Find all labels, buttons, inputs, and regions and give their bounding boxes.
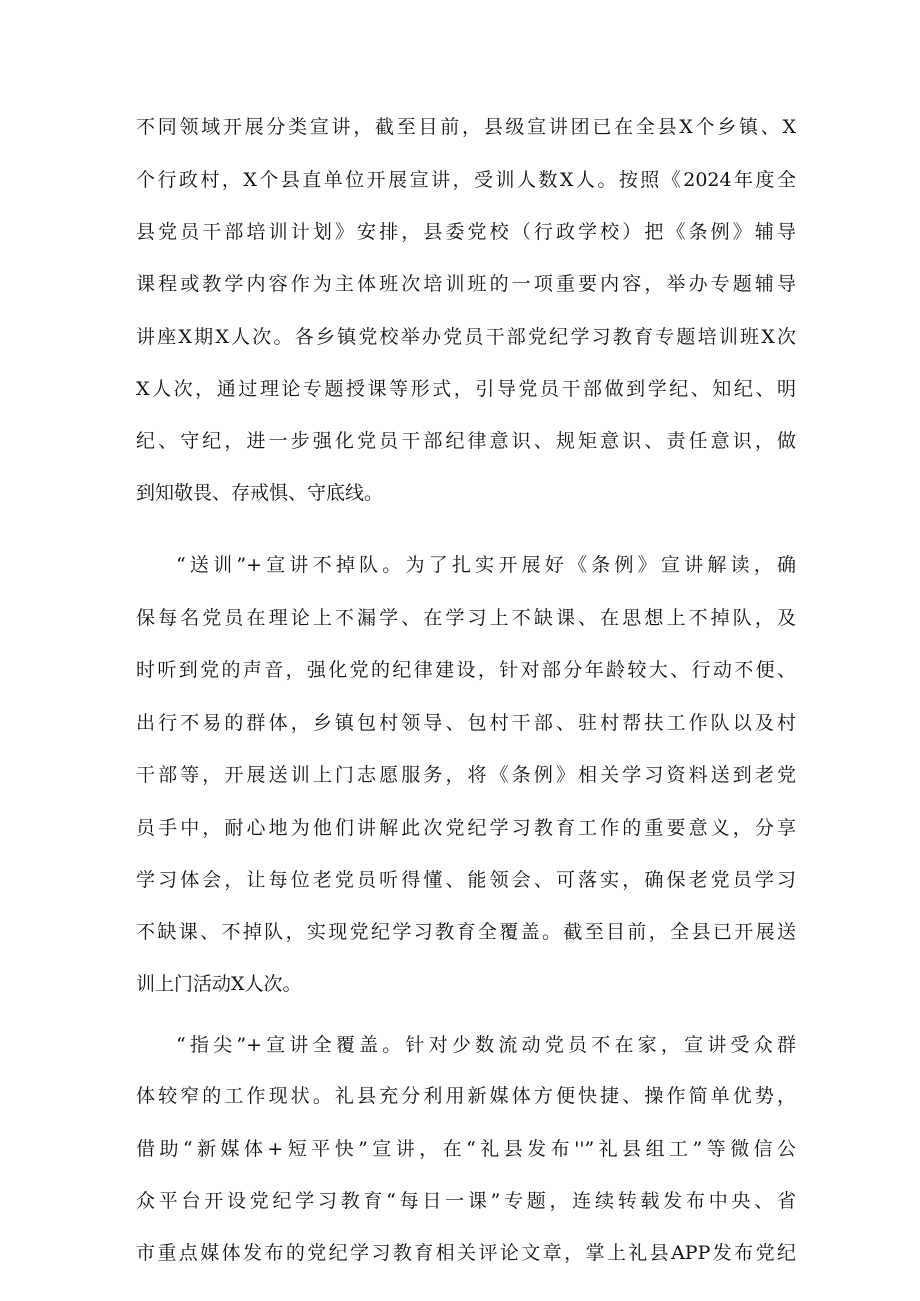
paragraph-1-line-4: 课程或教学内容作为主体班次培训班的一项重要内容，举办专题辅导 [136,273,796,295]
paragraph-2-line-2: 保每名党员在理论上不漏学、在学习上不缺课、在思想上不掉队，及 [136,607,796,629]
paragraph-2-line-4: 出行不易的群体，乡镇包村领导、包村干部、驻村帮扶工作队以及村 [136,712,796,734]
paragraph-2-line-6: 员手中，耐心地为他们讲解此次党纪学习教育工作的重要意义，分享 [136,817,796,839]
paragraph-2-line-3: 时听到党的声音，强化党的纪律建设，针对部分年龄较大、行动不便、 [136,659,796,681]
paragraph-1-line-7: 纪、守纪，进一步强化党员干部纪律意识、规矩意识、责任意识，做 [136,430,796,452]
paragraph-2-line-7: 学习体会，让每位老党员听得懂、能领会、可落实，确保老党员学习 [136,869,796,891]
paragraph-3-line-1: “指尖”+宣讲全覆盖。针对少数流动党员不在家，宣讲受众群 [176,1034,796,1056]
paragraph-2-line-1: “送训”+宣讲不掉队。为了扎实开展好《条例》宣讲解读，确 [176,554,796,576]
paragraph-3-line-2: 体较窄的工作现状。礼县充分利用新媒体方便快捷、操作简单优势， [136,1085,796,1107]
paragraph-1-line-8: 到知敬畏、存戒惧、守底线。 [136,482,384,504]
paragraph-1-line-5: 讲座X期X人次。各乡镇党校举办党员干部党纪学习教育专题培训班X次 [136,326,796,348]
paragraph-3-line-3: 借助“新媒体+短平快”宣讲，在“礼县发布''”礼县组工”等微信公 [136,1138,796,1160]
paragraph-1-line-1: 不同领域开展分类宣讲，截至目前，县级宣讲团已在全县X个乡镇、X [136,116,796,138]
paragraph-2-line-8: 不缺课、不掉队，实现党纪学习教育全覆盖。截至目前，全县已开展送 [136,921,796,943]
paragraph-3-line-4: 众平台开设党纪学习教育“每日一课”专题，连续转载发布中央、省 [136,1190,796,1212]
paragraph-1-line-3: 县党员干部培训计划》安排，县委党校（行政学校）把《条例》辅导 [136,221,796,243]
paragraph-2-line-5: 干部等，开展送训上门志愿服务，将《条例》相关学习资料送到老党 [136,764,796,786]
paragraph-2-line-9: 训上门活动X人次。 [136,973,302,995]
paragraph-1-line-6: X人次，通过理论专题授课等形式，引导党员干部做到学纪、知纪、明 [136,378,796,400]
paragraph-3-line-5: 市重点媒体发布的党纪学习教育相关评论文章，掌上礼县APP发布党纪 [136,1242,796,1264]
paragraph-1-line-2: 个行政村，X个县直单位开展宣讲，受训人数X人。按照《2024年度全 [136,169,796,191]
